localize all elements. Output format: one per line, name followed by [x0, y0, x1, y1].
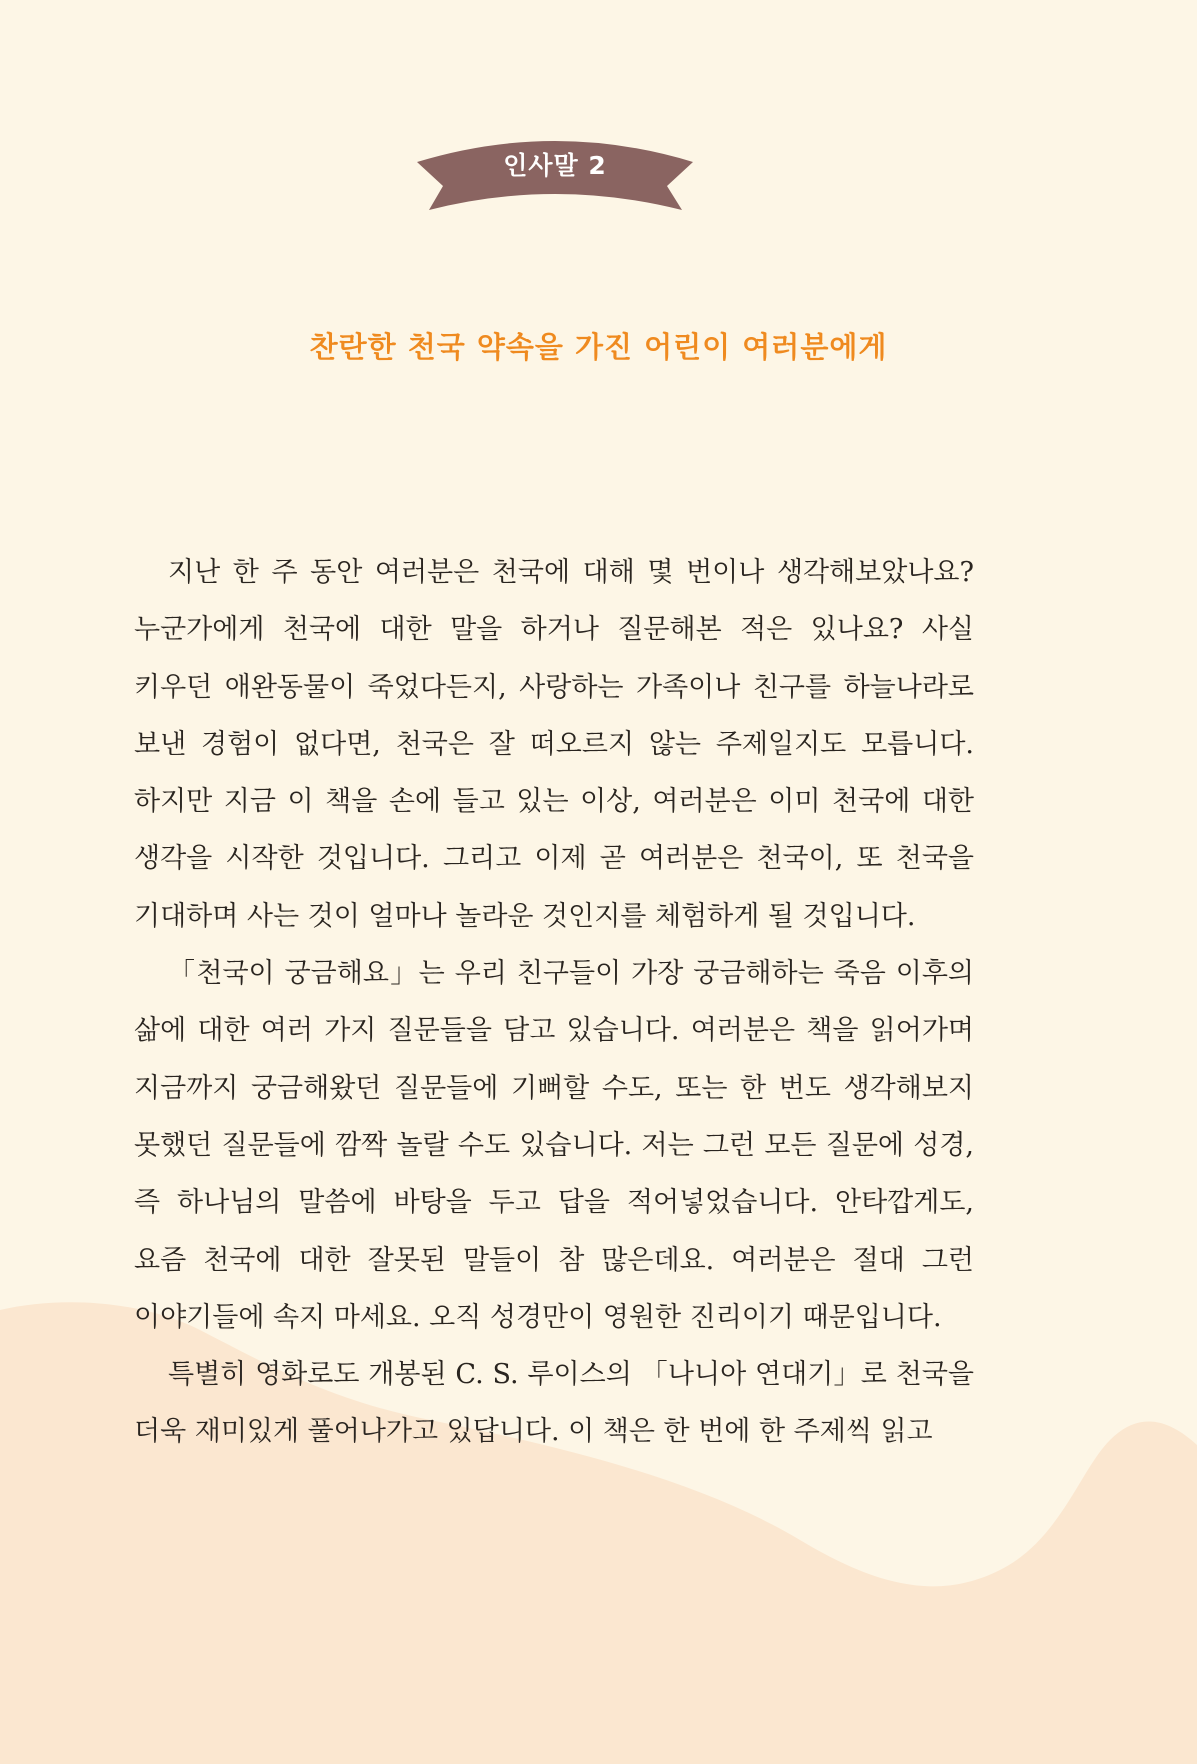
- paragraph: 지난 한 주 동안 여러분은 천국에 대해 몇 번이나 생각해보았나요? 누군가에게 천국에 대한 말을 하거나 질문해본 적은 있나요? 사실 키우던 애완동물이 죽었다든지, 사랑하는 가족이나 친구를 하늘나라로 보낸 경험이 없다면, 천국은 잘 떠오르지 않는 주제일지도 모릅니다. 하지만 지금 이 책을 손에 들고 있는 이상, 여러분은 이미 천국에 대한 생각을 시작한 것입니다. 그리고 이제 곧 여러분은 천국이, 또 천국을 기대하며 사는 것이 얼마나 놀라운 것인지를 체험하게 될 것입니다.: [134, 557, 974, 932]
- banner-label: 인사말 2: [503, 151, 607, 180]
- paragraph: 특별히 영화로도 개봉된 C. S. 루이스의 「나니아 연대기」로 천국을 더욱 재미있게 풀어나가고 있답니다. 이 책은 한 번에 한 주제씩 읽고: [134, 1359, 974, 1448]
- body-text: [134, 544, 974, 1461]
- page-subtitle: 찬란한 천국 약속을 가진 어린이 여러분에게: [309, 330, 888, 364]
- paragraph: 「천국이 궁금해요」는 우리 친구들이 가장 궁금해하는 죽음 이후의 삶에 대한 여러 가지 질문들을 담고 있습니다. 여러분은 책을 읽어가며 지금까지 궁금해왔던 질문들에 기뻐할 수도, 또는 한 번도 생각해보지 못했던 질문들에 깜짝 놀랄 수도 있습니다. 저는 그런 모든 질문에 성경, 즉 하나님의 말씀에 바탕을 두고 답을 적어넣었습니다. 안타깝게도, 요즘 천국에 대한 잘못된 말들이 참 많은데요. 여러분은 절대 그런 이야기들에 속지 마세요. 오직 성경만이 영원한 진리이기 때문입니다.: [134, 958, 974, 1333]
- section-banner: [417, 140, 693, 212]
